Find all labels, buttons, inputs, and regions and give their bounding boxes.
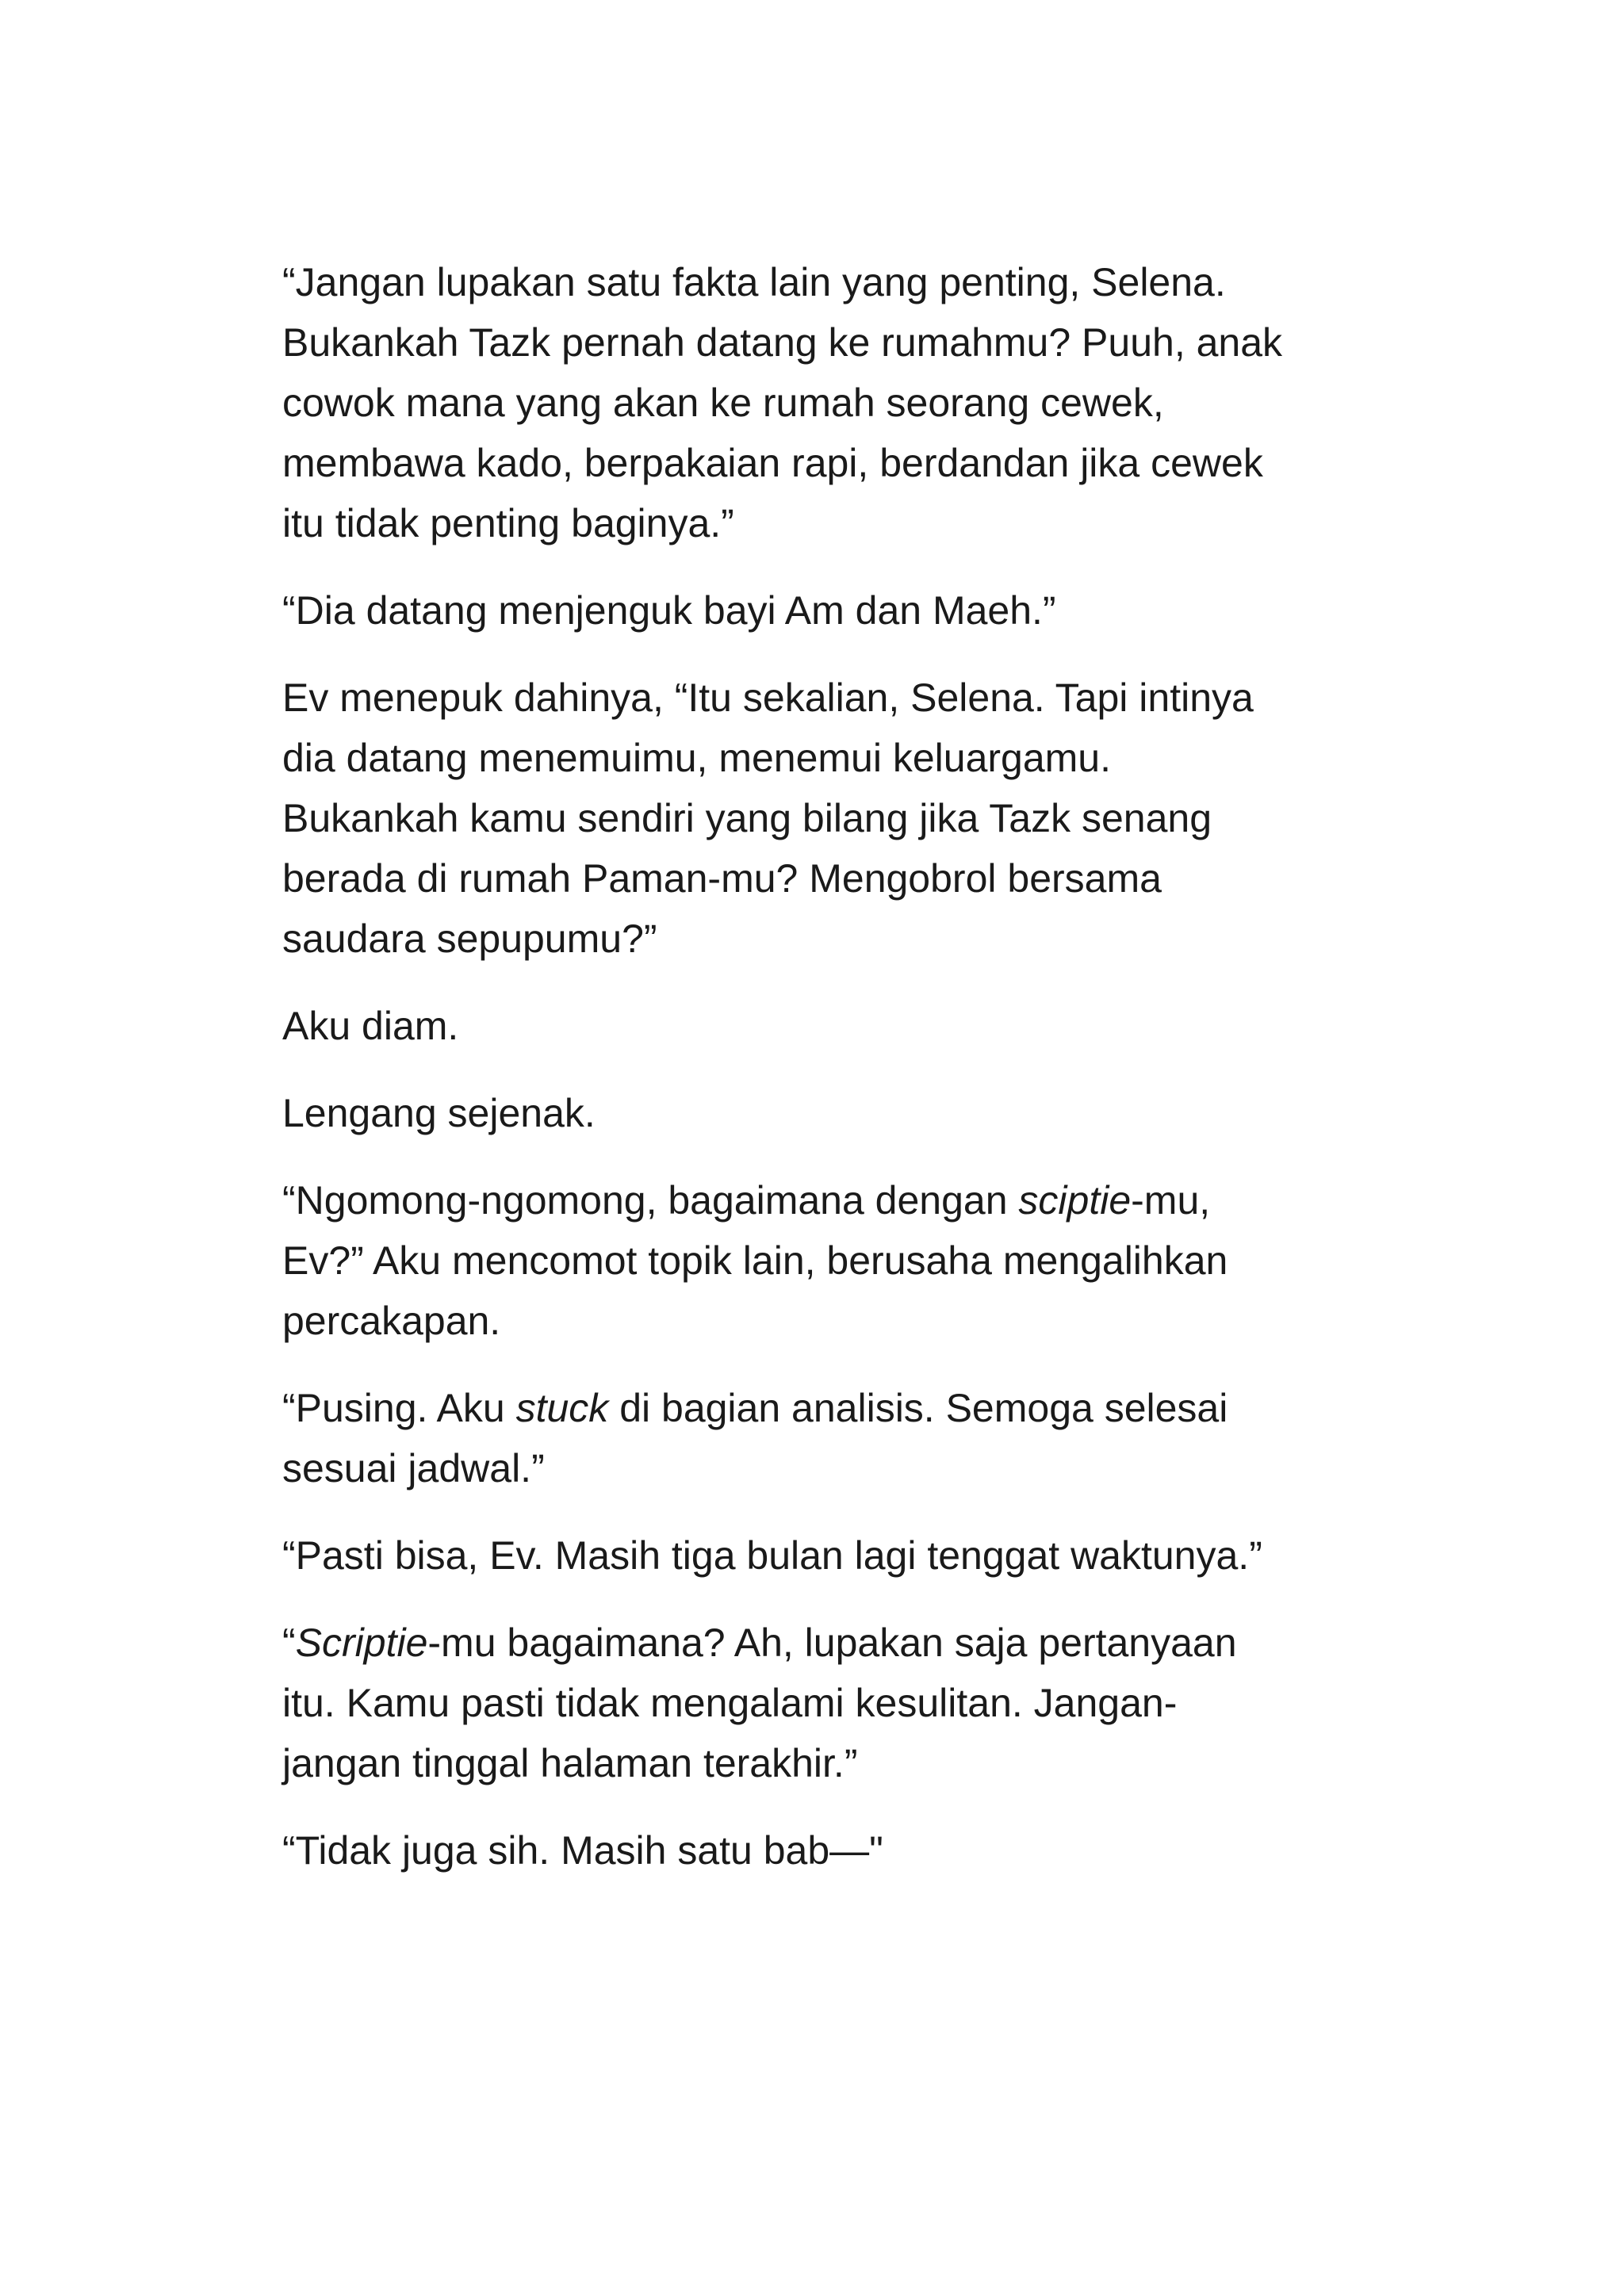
paragraph (282, 1525, 1377, 1586)
text-span: Bukankah kamu sendiri yang bilang jika Tazk senang (282, 796, 1212, 840)
text-span: Bukankah Tazk pernah datang ke rumahmu? Puuh, anak (282, 320, 1283, 365)
text-span: Lengang sejenak. (282, 1091, 596, 1135)
text-line (282, 1673, 1377, 1733)
text-span: jangan tinggal halaman terakhir.” (282, 1741, 858, 1785)
text-span: “Ngomong-ngomong, bagaimana dengan (282, 1178, 1019, 1223)
paragraph (282, 668, 1377, 969)
italic-text-span: sciptie (1018, 1178, 1132, 1223)
body-text (282, 252, 1377, 1908)
text-line (282, 1378, 1377, 1438)
text-span: dia datang menemuimu, menemui keluargamu. (282, 736, 1111, 780)
text-line (282, 433, 1377, 493)
text-span: -mu bagaimana? Ah, lupakan saja pertanyaan (427, 1621, 1237, 1665)
text-line (282, 1613, 1377, 1673)
text-line (282, 1438, 1377, 1498)
text-span: saudara sepupumu?” (282, 916, 657, 961)
paragraph (282, 1083, 1377, 1143)
paragraph (282, 580, 1377, 641)
paragraph (282, 1613, 1377, 1793)
paragraph (282, 1378, 1377, 1498)
text-line (282, 580, 1377, 641)
text-line (282, 373, 1377, 433)
text-span: “Pusing. Aku (282, 1386, 516, 1430)
text-line (282, 1820, 1377, 1881)
text-span: Aku diam. (282, 1004, 459, 1048)
text-line (282, 909, 1377, 969)
text-line (282, 493, 1377, 553)
text-span: berada di rumah Paman-mu? Mengobrol bersama (282, 856, 1162, 901)
text-line (282, 1230, 1377, 1291)
text-span: itu tidak penting baginya.” (282, 501, 734, 545)
text-span: di bagian analisis. Semoga selesai (608, 1386, 1228, 1430)
text-span: “Pasti bisa, Ev. Masih tiga bulan lagi tenggat waktunya.” (282, 1533, 1262, 1578)
text-span: “Tidak juga sih. Masih satu bab—" (282, 1828, 883, 1873)
text-span: -mu, (1131, 1178, 1211, 1223)
text-span: Ev menepuk dahinya, “Itu sekalian, Selena. Tapi intinya (282, 675, 1254, 720)
text-span: “ (282, 1621, 296, 1665)
text-line (282, 1733, 1377, 1793)
text-line (282, 996, 1377, 1056)
paragraph (282, 252, 1377, 553)
text-span: Ev?” Aku mencomot topik lain, berusaha mengalihkan (282, 1238, 1228, 1283)
text-line (282, 1083, 1377, 1143)
text-line (282, 1170, 1377, 1230)
text-span: membawa kado, berpakaian rapi, berdandan jika cewek (282, 441, 1263, 485)
text-line (282, 788, 1377, 848)
text-line (282, 252, 1377, 312)
text-span: sesuai jadwal.” (282, 1446, 545, 1490)
text-span: percakapan. (282, 1299, 501, 1343)
text-line (282, 312, 1377, 373)
text-line (282, 728, 1377, 788)
text-span: cowok mana yang akan ke rumah seorang cewek, (282, 381, 1164, 425)
paragraph (282, 1170, 1377, 1351)
text-span: itu. Kamu pasti tidak mengalami kesulitan. Jangan- (282, 1681, 1178, 1725)
paragraph (282, 996, 1377, 1056)
text-line (282, 1525, 1377, 1586)
text-line (282, 848, 1377, 909)
italic-text-span: stuck (515, 1386, 609, 1430)
text-span: “Jangan lupakan satu fakta lain yang penting, Selena. (282, 260, 1226, 304)
text-span: “Dia datang menjenguk bayi Am dan Maeh.” (282, 588, 1056, 633)
italic-text-span: Scriptie (295, 1621, 428, 1665)
paragraph (282, 1820, 1377, 1881)
text-line (282, 1291, 1377, 1351)
text-line (282, 668, 1377, 728)
